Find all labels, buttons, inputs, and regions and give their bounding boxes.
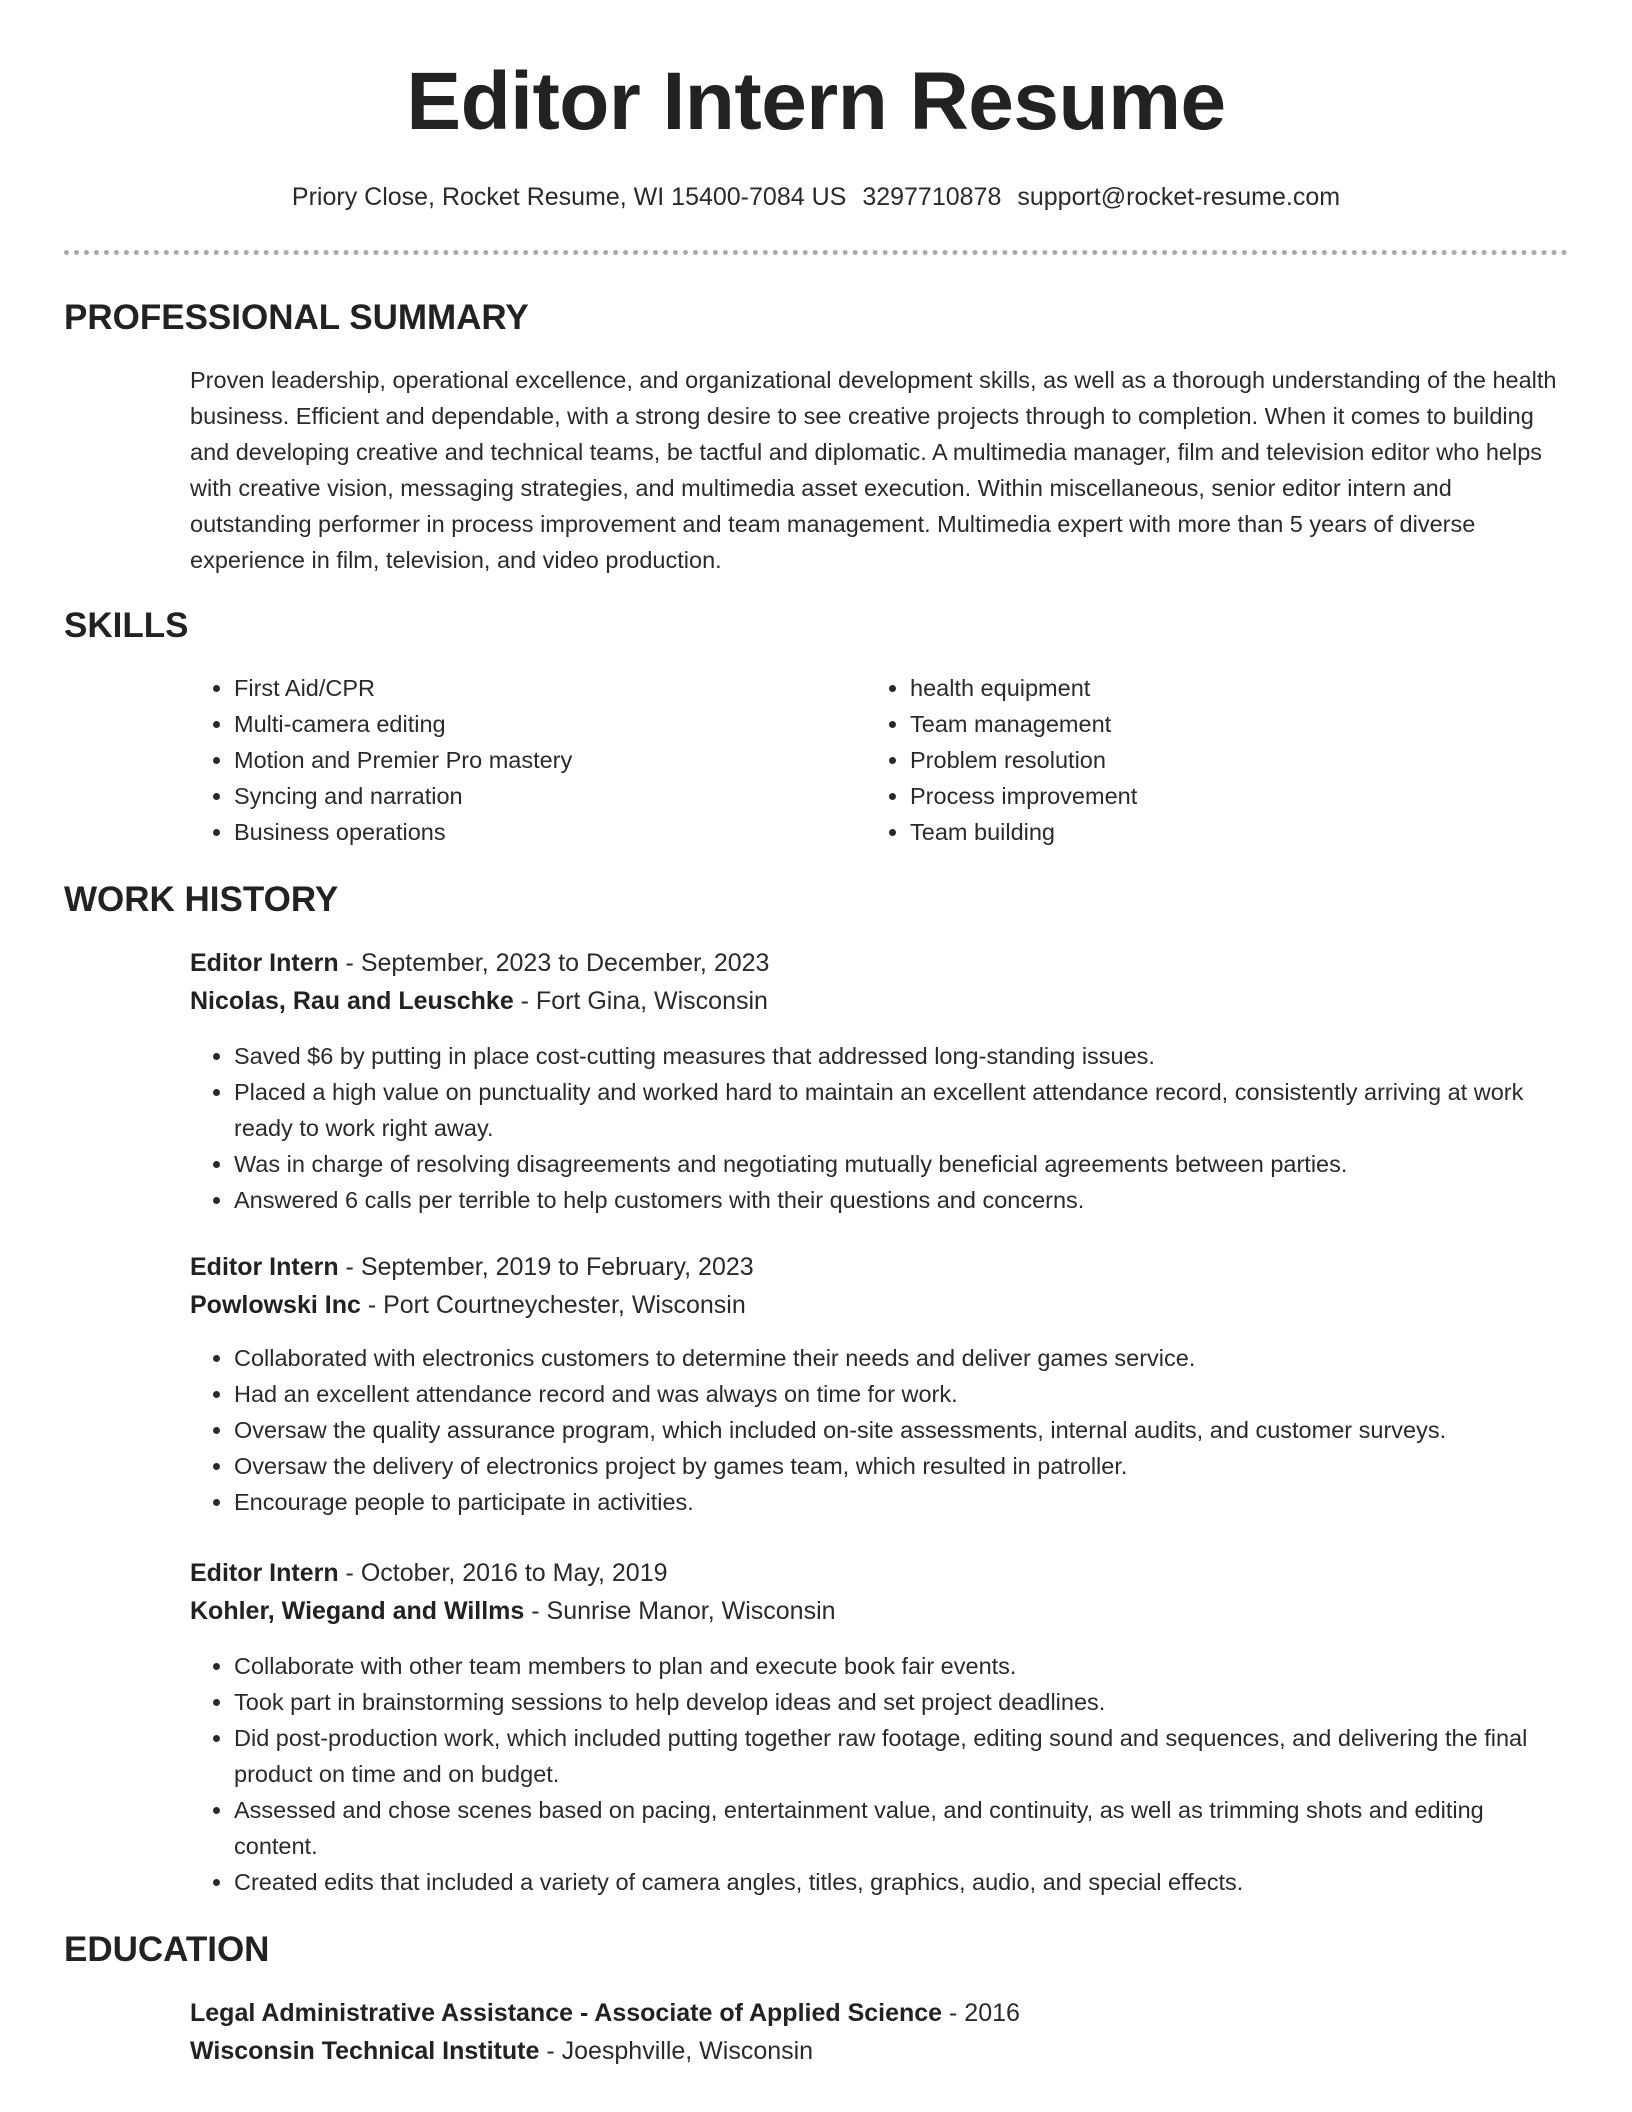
header-divider: [64, 250, 1568, 255]
job-bullets: [190, 1038, 1570, 1218]
job-bullet: • Saved $6 by putting in place cost-cutting measures that addressed long-standing issues.: [234, 1038, 1570, 1074]
contact-address: Priory Close, Rocket Resume, WI 15400-7084 US: [291, 183, 847, 211]
job-bullet: • Had an excellent attendance record and was always on time for work.: [234, 1376, 1570, 1412]
job-bullet: • Assessed and chose scenes based on pacing, entertainment value, and continuity, as well as trimming shots and editing content.: [234, 1792, 1570, 1864]
job-company: Nicolas, Rau and Leuschke: [190, 987, 514, 1015]
job-location: - Fort Gina, Wisconsin: [513, 987, 768, 1015]
work-history-heading: WORK HISTORY: [64, 880, 339, 919]
job-bullet: • Collaborated with electronics customers to determine their needs and deliver games service.: [234, 1340, 1570, 1376]
job-bullet: • Took part in brainstorming sessions to help develop ideas and set project deadlines.: [234, 1684, 1570, 1720]
skill-item: • First Aid/CPR: [234, 670, 830, 706]
job-entry: [190, 944, 1570, 1020]
skill-item: • Team building: [910, 814, 1506, 850]
job-title-line: [190, 1554, 1570, 1592]
job-title: Editor Intern: [190, 949, 339, 977]
education-school: Wisconsin Technical Institute: [190, 2037, 540, 2065]
job-entry: [190, 1554, 1570, 1630]
job-company: Powlowski Inc: [190, 1291, 361, 1319]
education-degree: Legal Administrative Assistance - Associate of Applied Science: [190, 1999, 943, 2027]
job-company: Kohler, Wiegand and Willms: [190, 1597, 525, 1625]
job-bullet: • Oversaw the quality assurance program, which included on-site assessments, internal audits, and customer surveys.: [234, 1412, 1570, 1448]
job-bullet: • Encourage people to participate in activities.: [234, 1484, 1570, 1520]
contact-phone: 3297710878: [862, 183, 1002, 211]
skill-item: • Business operations: [234, 814, 830, 850]
education-year: - 2016: [942, 1999, 1020, 2027]
job-company-line: [190, 1286, 1570, 1324]
education-entry: [190, 1994, 1570, 2070]
job-company-line: [190, 982, 1570, 1020]
education-location: - Joesphville, Wisconsin: [539, 2037, 814, 2065]
skill-item: • Process improvement: [910, 778, 1506, 814]
job-bullet: • Created edits that included a variety of camera angles, titles, graphics, audio, and special effects.: [234, 1864, 1570, 1900]
education-heading: EDUCATION: [64, 1930, 270, 1969]
job-bullet: • Placed a high value on punctuality and worked hard to maintain an excellent attendance record, consistently arriving at work ready to work right away.: [234, 1074, 1570, 1146]
job-dates: - September, 2019 to February, 2023: [338, 1253, 754, 1281]
contact-info: [0, 180, 1632, 214]
skill-item: • Motion and Premier Pro mastery: [234, 742, 830, 778]
job-title-line: [190, 944, 1570, 982]
job-bullet: • Did post-production work, which included putting together raw footage, editing sound and sequences, and delivering the final product on time and on budget.: [234, 1720, 1570, 1792]
job-bullets: [190, 1340, 1570, 1520]
job-bullet: • Answered 6 calls per terrible to help customers with their questions and concerns.: [234, 1182, 1570, 1218]
job-dates: - September, 2023 to December, 2023: [338, 949, 770, 977]
job-location: - Port Courtneychester, Wisconsin: [360, 1291, 746, 1319]
job-title: Editor Intern: [190, 1559, 339, 1587]
summary-heading: PROFESSIONAL SUMMARY: [64, 298, 529, 337]
summary-text: Proven leadership, operational excellence, and organizational development skills, as well as a thorough understanding of the health business. Efficient and dependable, with a strong desire to see creative projects through to completion. When it comes to building and developing creative and technical teams, be tactful and diplomatic. A multimedia manager, film and television editor who helps with creative vision, messaging strategies, and multimedia asset execution. Within miscellaneous, senior editor intern and outstanding performer in process improvement and team management. Multimedia expert with more than 5 years of diverse experience in film, television, and video production.: [190, 367, 1557, 573]
contact-email: support@rocket-resume.com: [1017, 183, 1341, 211]
skills-list-right: [866, 670, 1506, 850]
summary-section: [190, 362, 1570, 578]
resume-title: Editor Intern Resume: [406, 56, 1226, 147]
skill-item: • Problem resolution: [910, 742, 1506, 778]
job-bullet: • Was in charge of resolving disagreements and negotiating mutually beneficial agreements between parties.: [234, 1146, 1570, 1182]
skills-heading: SKILLS: [64, 606, 189, 645]
skill-item: • Multi-camera editing: [234, 706, 830, 742]
job-title: Editor Intern: [190, 1253, 339, 1281]
job-location: - Sunrise Manor, Wisconsin: [524, 1597, 836, 1625]
skill-item: • Team management: [910, 706, 1506, 742]
skill-item: • health equipment: [910, 670, 1506, 706]
job-bullets: [190, 1648, 1570, 1900]
job-bullet: • Oversaw the delivery of electronics project by games team, which resulted in patroller.: [234, 1448, 1570, 1484]
job-company-line: [190, 1592, 1570, 1630]
skills-list-left: [190, 670, 830, 850]
job-dates: - October, 2016 to May, 2019: [338, 1559, 668, 1587]
education-school-line: [190, 2032, 1570, 2070]
education-degree-line: [190, 1994, 1570, 2032]
job-entry: [190, 1248, 1570, 1324]
skill-item: • Syncing and narration: [234, 778, 830, 814]
job-bullet: • Collaborate with other team members to plan and execute book fair events.: [234, 1648, 1570, 1684]
job-title-line: [190, 1248, 1570, 1286]
